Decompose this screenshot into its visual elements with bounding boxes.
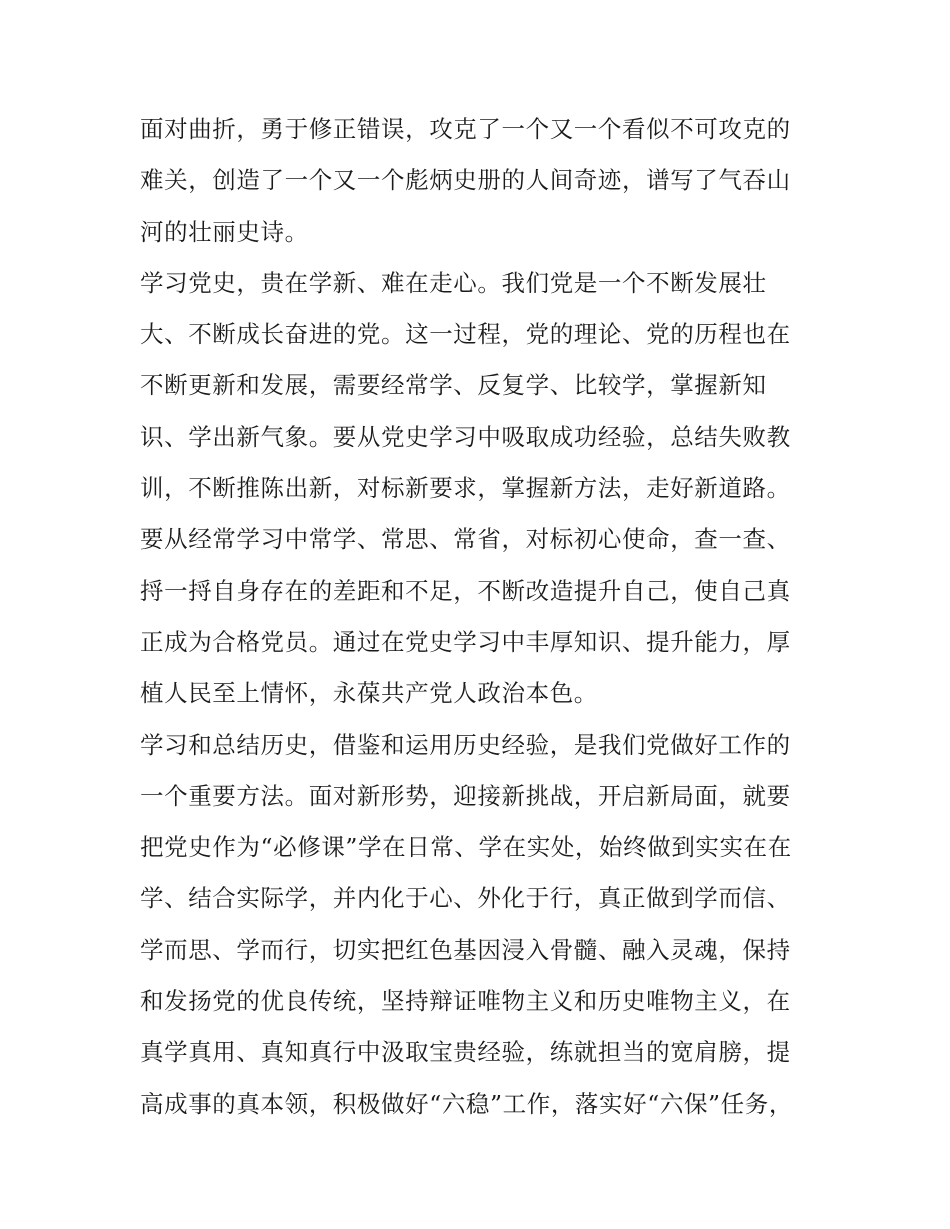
text-line: 捋一捋自身存在的差距和不足，不断改造提升自己，使自己真 <box>140 576 791 605</box>
text-line: 一个重要方法。面对新形势，迎接新挑战，开启新局面，就要 <box>140 781 791 810</box>
text-line: 识、学出新气象。要从党史学习中吸取成功经验，总结失败教 <box>140 422 791 451</box>
text-line: 学、结合实际学，并内化于心、外化于行，真正做到学而信、 <box>140 884 791 913</box>
text-line: 面对曲折，勇于修正错误，攻克了一个又一个看似不可攻克的 <box>140 115 791 143</box>
text-line: 不断更新和发展，需要经常学、反复学、比较学，掌握新知 <box>140 371 767 400</box>
text-line: 高成事的真本领，积极做好“六稳”工作，落实好“六保”任务， <box>140 1089 793 1118</box>
text-line: 植人民至上情怀，永葆共产党人政治本色。 <box>140 679 598 708</box>
text-line: 难关，创造了一个又一个彪炳史册的人间奇迹，谱写了气吞山 <box>140 166 791 195</box>
text-line: 训，不断推陈出新，对标新要求，掌握新方法，走好新道路。 <box>140 474 791 503</box>
document-body <box>140 104 820 1130</box>
text-line: 学习和总结历史，借鉴和运用历史经验，是我们党做好工作的 <box>140 730 791 759</box>
text-line: 正成为合格党员。通过在党史学习中丰厚知识、提升能力，厚 <box>140 627 791 656</box>
text-line: 要从经常学习中常学、常思、常省，对标初心使命，查一查、 <box>140 525 791 554</box>
text-line: 河的壮丽史诗。 <box>140 217 309 246</box>
text-line: 把党史作为“必修课”学在日常、学在实处，始终做到实实在在 <box>140 833 792 862</box>
text-line: 和发扬党的优良传统，坚持辩证唯物主义和历史唯物主义，在 <box>140 987 791 1016</box>
text-line: 学而思、学而行，切实把红色基因浸入骨髓、融入灵魂，保持 <box>140 935 791 964</box>
text-line: 真学真用、真知真行中汲取宝贵经验，练就担当的宽肩膀，提 <box>140 1038 791 1067</box>
text-line: 大、不断成长奋进的党。这一过程，党的理论、党的历程也在 <box>140 320 791 349</box>
text-line: 学习党史，贵在学新、难在走心。我们党是一个不断发展壮 <box>140 268 767 297</box>
